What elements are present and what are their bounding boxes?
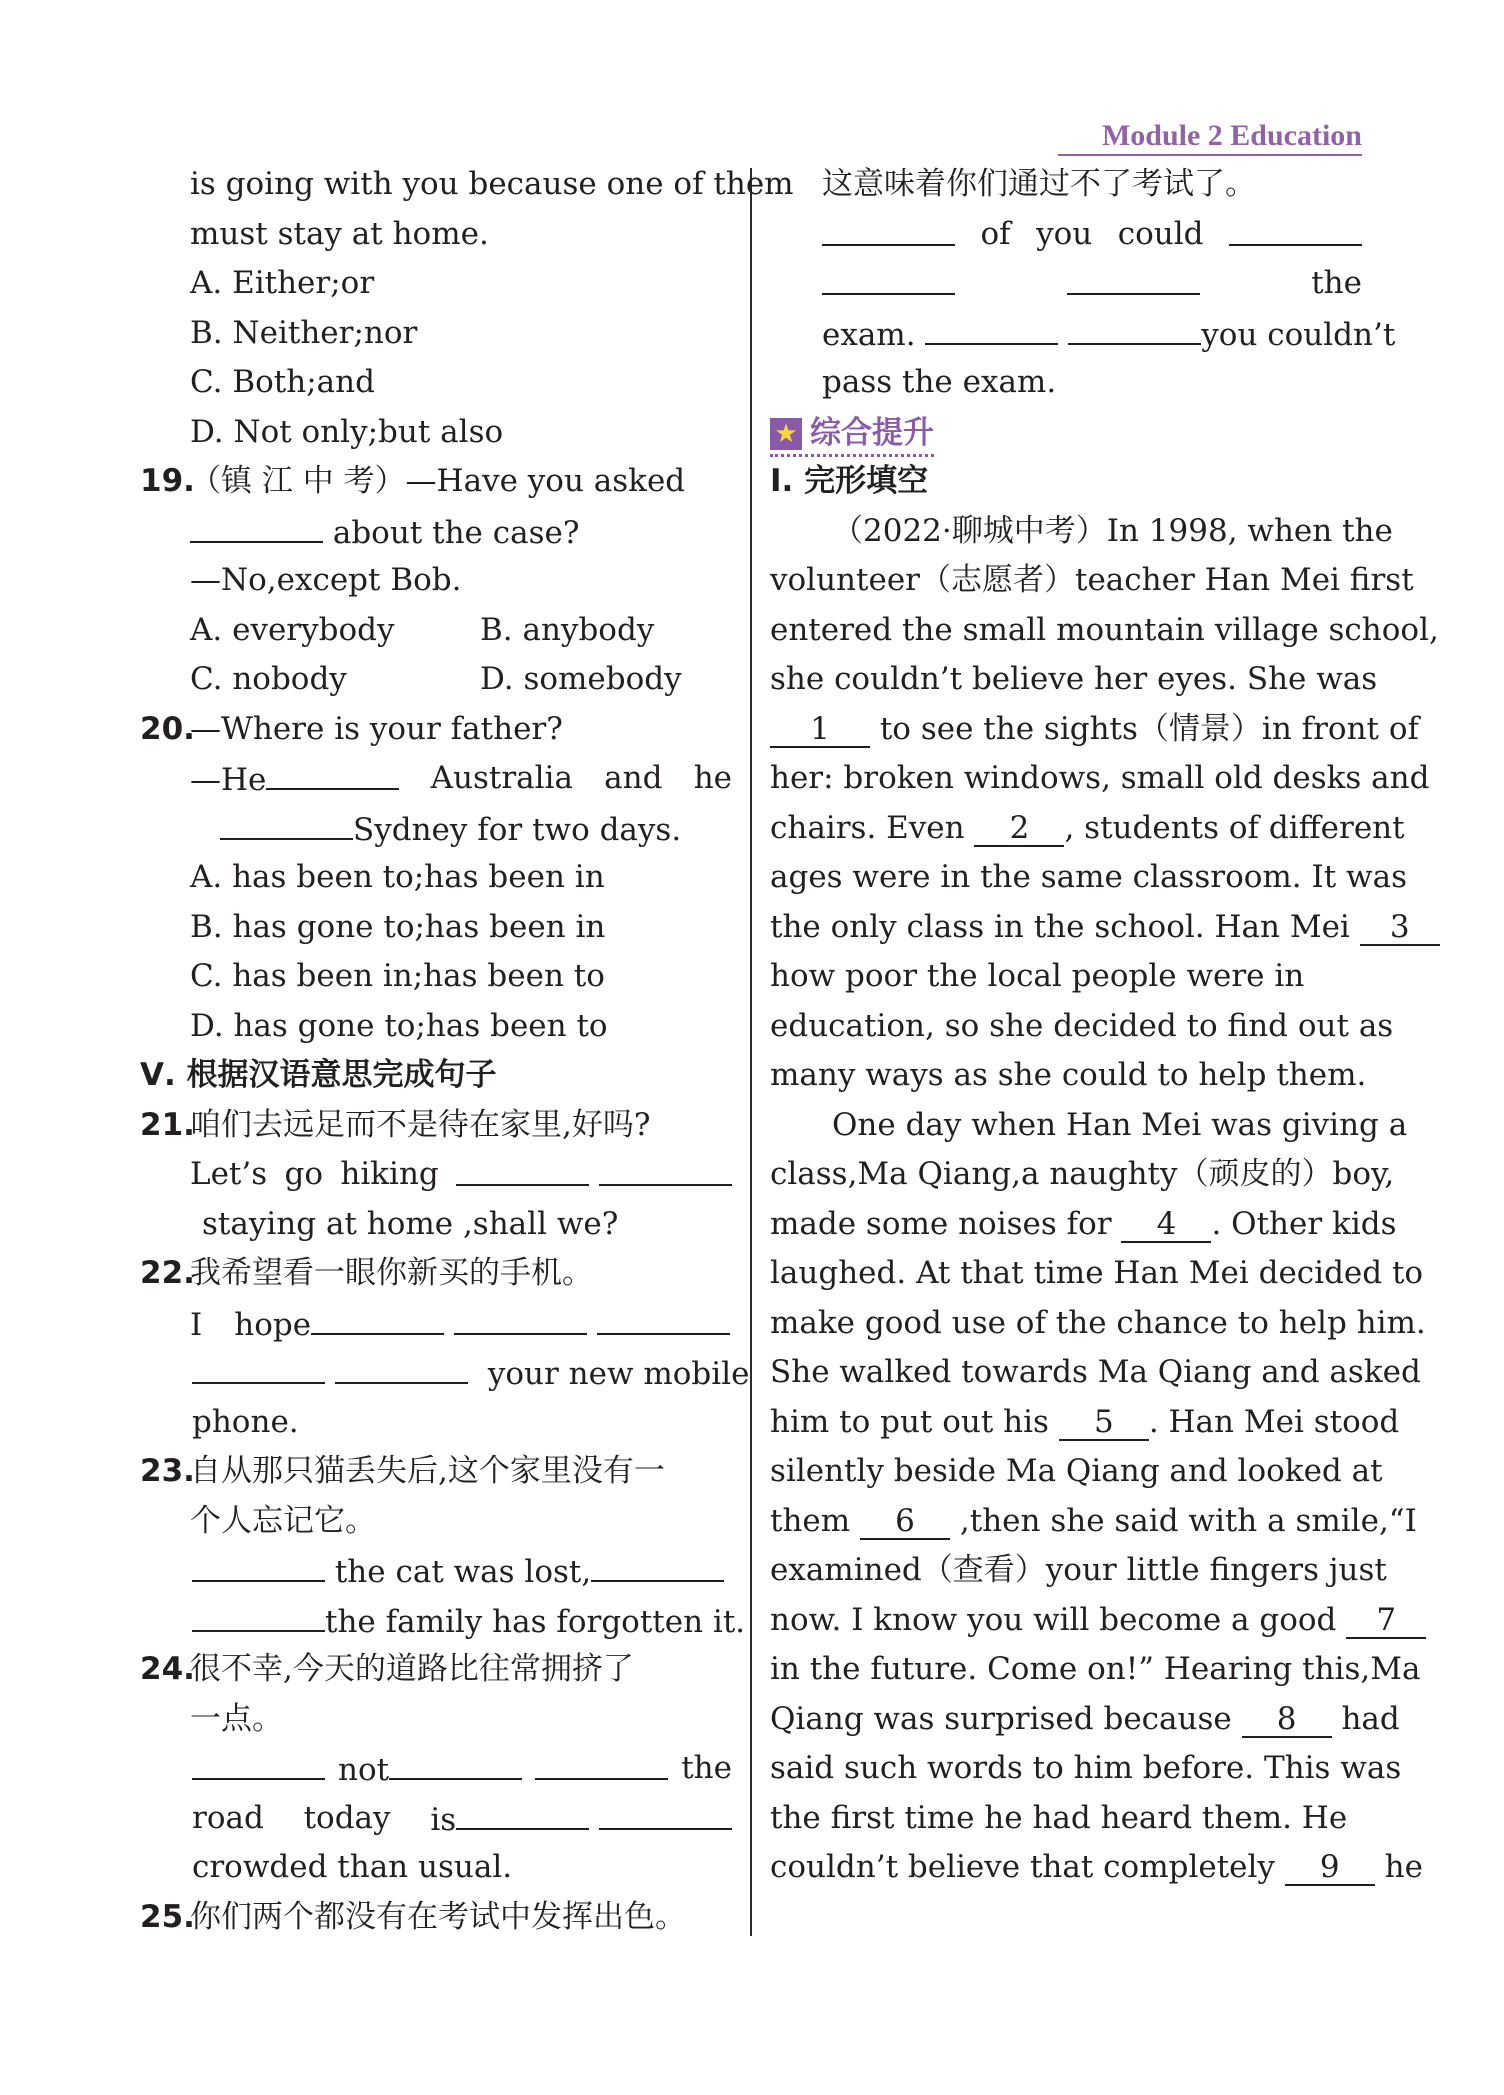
q25-word: you couldn’t	[1201, 316, 1396, 353]
q24-line-3	[140, 1744, 732, 1794]
cloze-blank-2[interactable]: 2	[974, 811, 1064, 847]
answer-blank[interactable]	[266, 754, 399, 790]
q19-option-d: D. somebody	[480, 661, 682, 697]
passage-text: Qiang was surprised because	[770, 1700, 1242, 1737]
answer-blank[interactable]	[599, 1150, 732, 1186]
q18-option-d: D. Not only;but also	[190, 413, 504, 450]
q20-option-c: C. has been in;has been to	[190, 958, 605, 994]
question-number: 21.	[140, 1106, 195, 1143]
answer-blank[interactable]	[311, 1299, 444, 1335]
answer-blank[interactable]	[192, 1596, 325, 1632]
q19-stem-text-2: about the case?	[323, 514, 580, 551]
q21-chinese: 咱们去远足而不是待在家里,好吗?	[190, 1106, 651, 1143]
answer-blank[interactable]	[822, 259, 955, 295]
q20-line-2	[140, 754, 732, 804]
cloze-blank-5[interactable]: 5	[1059, 1405, 1149, 1441]
answer-blank[interactable]	[456, 1794, 589, 1830]
passage-text: them	[770, 1502, 861, 1539]
q19-option-b: B. anybody	[480, 611, 655, 648]
q18-continuation: is going with you because one of them	[190, 166, 794, 202]
q23-chinese-2: 个人忘记它。	[190, 1502, 376, 1539]
q19-options-cd	[140, 655, 732, 705]
passage-text: had	[1331, 1700, 1400, 1737]
answer-blank[interactable]	[822, 210, 955, 246]
q25-line-3	[770, 259, 1362, 309]
q21-word: Let’s	[190, 1156, 268, 1192]
q24-word: not	[338, 1752, 390, 1788]
question-number: 24.	[140, 1651, 195, 1687]
passage-line: education, so she decided to find out as	[770, 1007, 1394, 1044]
passage-line	[770, 1596, 1397, 1646]
q23-middle: the cat was lost,	[325, 1554, 592, 1590]
cloze-blank-4[interactable]: 4	[1121, 1207, 1211, 1243]
passage-line: in the future. Come on!” Hearing this,Ma	[770, 1651, 1421, 1687]
answer-blank[interactable]	[591, 1546, 724, 1582]
q22-line-3	[140, 1348, 750, 1398]
passage-line	[770, 1200, 1397, 1250]
passage-line	[770, 1695, 1400, 1745]
question-number: 23.	[140, 1453, 195, 1489]
q25-stem	[140, 1893, 732, 1943]
q20-stem-text: —Where is your father?	[190, 710, 563, 747]
q21-stem	[140, 1101, 732, 1151]
q21-word: go	[284, 1156, 324, 1192]
comprehensive-heading	[770, 414, 934, 457]
q25-chinese: 你们两个都没有在考试中发挥出色。	[190, 1898, 686, 1935]
answer-blank[interactable]	[1068, 309, 1201, 345]
passage-text: made some noises for	[770, 1205, 1122, 1242]
cloze-blank-9[interactable]: 9	[1285, 1850, 1375, 1886]
q25-word: the	[1311, 265, 1362, 301]
q23-stem	[140, 1447, 732, 1497]
q24-word: today	[303, 1799, 391, 1836]
q22-word: I	[190, 1306, 203, 1343]
q20-option-b: B. has gone to;has been in	[190, 908, 606, 945]
passage-text: now. I know you will become a good	[770, 1601, 1347, 1638]
section-5-heading: Ⅴ. 根据汉语意思完成句子	[140, 1057, 497, 1093]
q20-and: and	[604, 760, 663, 796]
passage-line: make good use of the chance to help him.	[770, 1304, 1426, 1341]
q24-word: the	[681, 1750, 732, 1786]
q19-stem-2	[140, 507, 732, 557]
question-number: 22.	[140, 1255, 195, 1291]
q25-line-5: pass the exam.	[822, 364, 1057, 400]
q24-chinese: 很不幸,今天的道路比往常拥挤了	[190, 1651, 634, 1687]
passage-line: She walked towards Ma Qiang and asked	[770, 1354, 1421, 1390]
passage-text: couldn’t believe that completely	[770, 1849, 1285, 1885]
passage-line: （2022·聊城中考）In 1998, when the	[832, 512, 1393, 549]
q22-line-4: phone.	[192, 1403, 299, 1440]
q19-option-c: C. nobody	[190, 661, 347, 697]
q20-australia: Australia	[430, 760, 573, 796]
passage-line: many ways as she could to help them.	[770, 1057, 1367, 1093]
passage-line: examined（查看）your little fingers just	[770, 1552, 1387, 1588]
q18-option-b: B. Neither;nor	[190, 314, 418, 351]
passage-line: entered the small mountain village school,	[770, 611, 1439, 648]
right-column	[770, 160, 1439, 1893]
q22-word: your new mobile	[487, 1356, 750, 1392]
passage-line	[770, 1497, 1417, 1547]
q20-option-a: A. has been to;has been in	[190, 859, 605, 895]
cloze-blank-1[interactable]: 1	[770, 712, 870, 748]
q19-stem	[140, 457, 732, 507]
answer-blank[interactable]	[456, 1150, 589, 1186]
q25-line-4	[770, 309, 1396, 359]
passage-text: him to put out his	[770, 1403, 1059, 1440]
passage-line	[770, 1398, 1400, 1448]
q19-reply: —No,except Bob.	[190, 562, 462, 598]
answer-blank[interactable]	[535, 1744, 668, 1780]
passage-line: silently beside Ma Qiang and looked at	[770, 1453, 1383, 1489]
passage-line: the first time he had heard them. He	[770, 1799, 1348, 1836]
answer-blank[interactable]	[1067, 259, 1200, 295]
answer-blank[interactable]	[192, 1546, 325, 1582]
passage-line	[770, 903, 1410, 953]
q21-word: hiking	[340, 1156, 439, 1192]
q25-word: could	[1117, 215, 1204, 252]
passage-line: ages were in the same classroom. It was	[770, 859, 1407, 895]
passage-line: how poor the local people were in	[770, 958, 1305, 994]
q24-stem	[140, 1645, 732, 1695]
q25-chinese-cont: 这意味着你们通过不了考试了。	[822, 166, 1256, 202]
passage-line: volunteer（志愿者）teacher Han Mei first	[770, 562, 1414, 598]
passage-text: to see the sights（情景）in front of	[870, 710, 1420, 747]
passage-line	[770, 705, 1420, 755]
q24-chinese-2: 一点。	[190, 1700, 283, 1737]
q22-word: hope	[234, 1306, 312, 1343]
answer-blank[interactable]	[389, 1744, 522, 1780]
cloze-blank-7[interactable]: 7	[1346, 1603, 1426, 1639]
q25-word: you	[1036, 215, 1093, 252]
left-column	[140, 160, 794, 1942]
q21-line-3: staying at home ,shall we?	[202, 1205, 619, 1242]
q24-line-5: crowded than usual.	[192, 1849, 513, 1885]
answer-blank[interactable]	[192, 1744, 325, 1780]
q19-options-ab	[140, 606, 732, 656]
column-divider	[750, 168, 752, 1936]
q21-line-2	[140, 1150, 732, 1200]
passage-line: she couldn’t believe her eyes. She was	[770, 661, 1378, 697]
q22-chinese: 我希望看一眼你新买的手机。	[190, 1255, 593, 1291]
comprehensive-heading-row	[770, 408, 1362, 458]
q20-stem	[140, 705, 732, 755]
q23-chinese: 自从那只猫丢失后,这个家里没有一	[190, 1453, 665, 1489]
cloze-blank-6[interactable]: 6	[860, 1504, 950, 1540]
q24-word: is	[430, 1801, 457, 1838]
answer-blank[interactable]	[454, 1299, 587, 1335]
q24-word: road	[192, 1799, 264, 1836]
module-title: Module 2 Education	[1058, 118, 1362, 156]
answer-blank[interactable]	[220, 804, 353, 840]
passage-line: her: broken windows, small old desks and	[770, 760, 1430, 796]
comprehensive-heading-text: 综合提升	[810, 414, 934, 451]
star-icon: ★	[770, 418, 802, 450]
q20-line-3	[140, 804, 732, 854]
q18-option-c: C. Both;and	[190, 364, 375, 400]
answer-blank[interactable]	[1229, 210, 1362, 246]
passage-line: said such words to him before. This was	[770, 1750, 1402, 1786]
q25-word: of	[980, 215, 1011, 252]
passage-line	[770, 1843, 1423, 1893]
q25-line-2	[770, 210, 1362, 260]
q18-option-a: A. Either;or	[190, 265, 375, 301]
passage-text: . Han Mei stood	[1148, 1403, 1400, 1440]
passage-text: chairs. Even	[770, 809, 975, 846]
q20-he-2: he	[693, 760, 732, 796]
section-1-heading: Ⅰ. 完形填空	[770, 463, 929, 499]
q20-he: —He	[190, 762, 267, 798]
passage-text: the only class in the school. Han Mei	[770, 908, 1360, 945]
q22-stem	[140, 1249, 732, 1299]
q18-continuation-2: must stay at home.	[190, 215, 489, 252]
q23-line-3	[140, 1546, 732, 1596]
question-number: 20.	[140, 710, 195, 747]
cloze-blank-3[interactable]: 3	[1360, 910, 1440, 946]
q19-option-a: A. everybody	[190, 611, 395, 648]
passage-text: he	[1374, 1849, 1423, 1885]
question-number: 19.	[140, 463, 195, 499]
q25-word: exam.	[822, 316, 916, 353]
passage-text: ,then she said with a smile,“I	[950, 1502, 1417, 1539]
cloze-blank-8[interactable]: 8	[1242, 1702, 1332, 1738]
passage-text: , students of different	[1064, 809, 1405, 846]
answer-blank[interactable]	[599, 1794, 732, 1830]
q23-line-4	[140, 1596, 746, 1646]
answer-blank[interactable]	[597, 1299, 730, 1335]
passage-line: class,Ma Qiang,a naughty（顽皮的）boy,	[770, 1156, 1395, 1192]
q22-line-2	[140, 1299, 732, 1349]
passage-line: One day when Han Mei was giving a	[832, 1106, 1408, 1143]
answer-blank[interactable]	[192, 1348, 325, 1384]
passage-line	[770, 804, 1405, 854]
q23-tail: the family has forgotten it.	[325, 1603, 746, 1640]
q20-sydney: Sydney for two days.	[353, 811, 682, 848]
q20-option-d: D. has gone to;has been to	[190, 1007, 608, 1044]
passage-line: laughed. At that time Han Mei decided to	[770, 1255, 1424, 1291]
answer-blank[interactable]	[335, 1348, 468, 1384]
q24-line-4	[140, 1794, 732, 1844]
q19-stem-text: （镇 江 中 考）—Have you asked	[190, 463, 686, 499]
answer-blank[interactable]	[925, 309, 1058, 345]
question-number: 25.	[140, 1898, 195, 1935]
passage-text: . Other kids	[1211, 1205, 1397, 1242]
answer-blank[interactable]	[190, 507, 323, 543]
